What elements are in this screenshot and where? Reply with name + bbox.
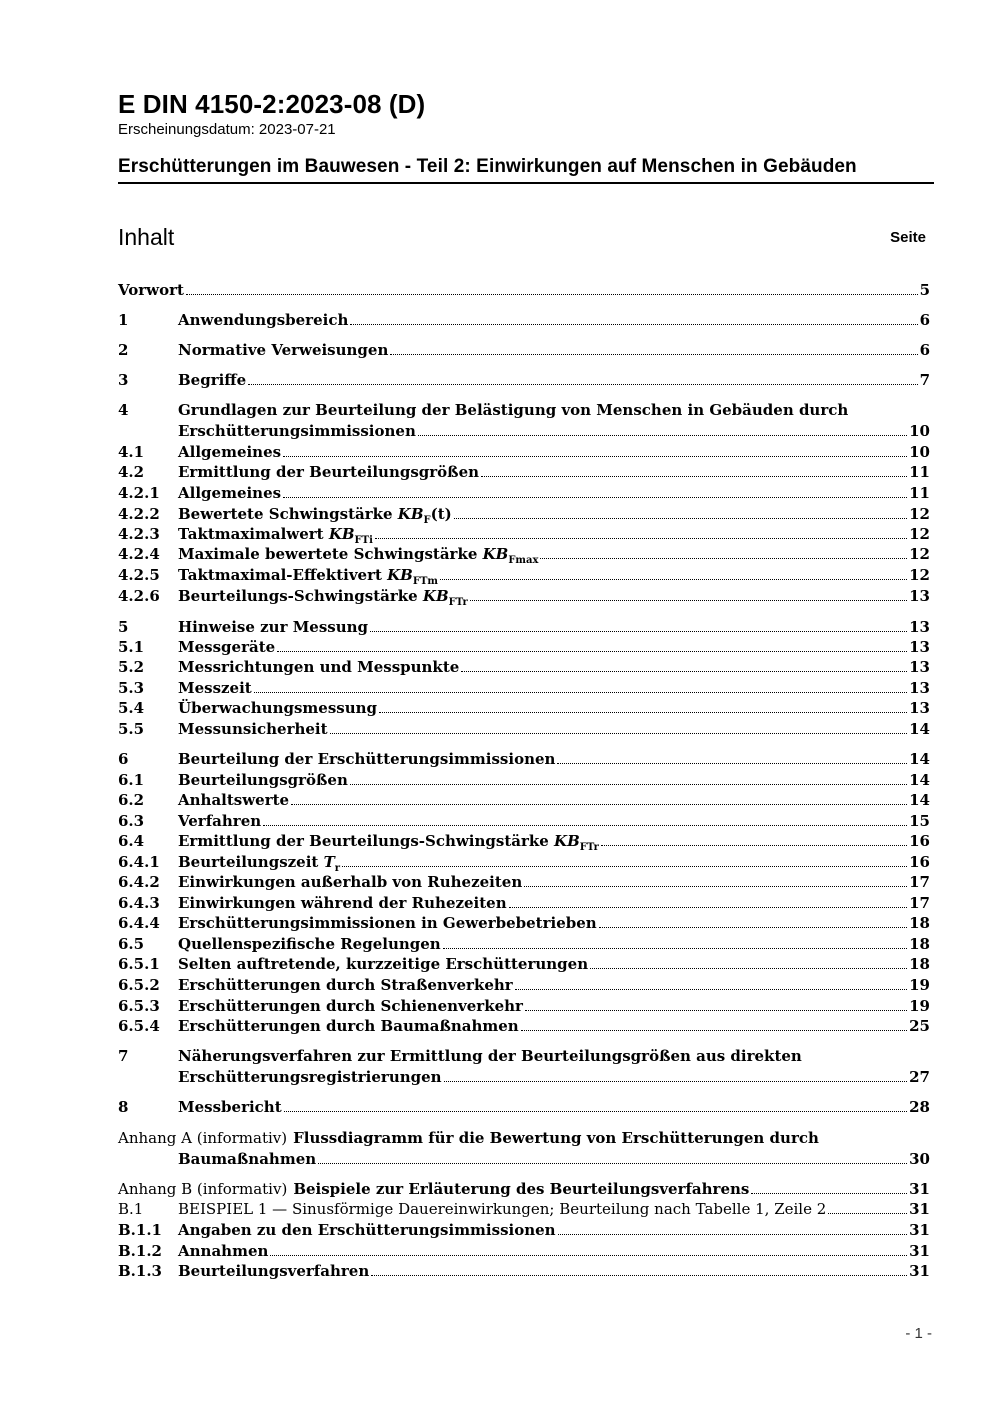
toc-entry-number: Vorwort (118, 281, 184, 299)
toc-entry-number: 4 (118, 401, 129, 419)
toc-entry-label (178, 310, 348, 331)
toc-entry-label (178, 698, 377, 719)
toc-entry-label (178, 893, 507, 914)
toc-entry-label (178, 811, 261, 832)
toc-leader-dots (599, 915, 907, 928)
toc-entry[interactable] (118, 400, 930, 421)
toc-entry-label-text: Taktmaximal-Effektivert (178, 566, 388, 584)
toc-leader-dots (370, 619, 907, 632)
toc-entry-page: 5 (919, 281, 930, 299)
toc-leader-dots (590, 956, 907, 969)
toc-entry-number: 5 (118, 618, 129, 636)
toc-entry-number: 4.2.2 (118, 505, 160, 523)
toc-entry-label (178, 1220, 556, 1241)
toc-entry-page: 17 (909, 894, 930, 912)
toc-entry-number: 6 (118, 750, 129, 768)
toc-entry-page: 13 (909, 658, 930, 676)
toc-entry-page: 12 (909, 525, 930, 543)
toc-entry-label-text: Überwachungsmessung (178, 699, 378, 717)
toc-entry[interactable] (118, 657, 930, 678)
toc-entry[interactable] (118, 544, 930, 565)
toc-entry-label-text: Näherungsverfahren zur Ermittlung der Beurteilungsgrößen aus direkten (178, 1047, 802, 1065)
toc-entry[interactable] (118, 1261, 930, 1282)
toc-entry-number: 6.5.2 (118, 976, 160, 994)
toc-entry-number: Anhang B (informativ) (118, 1180, 288, 1198)
toc-entry-number: 7 (118, 1047, 129, 1065)
toc-entry-label-text: Verfahren (178, 812, 262, 830)
toc-entry[interactable] (118, 913, 930, 934)
toc-entry-continuation[interactable] (178, 421, 930, 442)
toc-entry-page: 18 (909, 935, 930, 953)
toc-entry-label-text: Erschütterungen durch Straßenverkehr (178, 976, 513, 994)
toc-entry-page: 13 (909, 679, 930, 697)
toc-entry-label-text: Beurteilungsverfahren (178, 1262, 370, 1280)
toc-entry-page: 13 (909, 587, 930, 605)
toc-entry-label-text: Beurteilungs-Schwingstärke (178, 587, 423, 605)
toc-title: Inhalt (118, 224, 175, 250)
toc-entry-page: 12 (909, 505, 930, 523)
toc-entry[interactable] (118, 1179, 930, 1200)
toc-entry[interactable] (118, 811, 930, 832)
toc-heading (118, 222, 926, 252)
toc-leader-dots (557, 751, 907, 764)
toc-entry[interactable] (118, 617, 930, 638)
toc-entry[interactable] (118, 1097, 930, 1118)
toc-entry-page: 14 (909, 750, 930, 768)
toc-entry-label (293, 1179, 749, 1200)
toc-leader-dots (540, 546, 907, 559)
page-number: - 1 - (905, 1325, 932, 1342)
toc-entry-page: 16 (909, 832, 930, 850)
toc-entry[interactable] (118, 1128, 930, 1149)
toc-entry-label (178, 340, 388, 361)
toc-entry-number: 1 (118, 311, 129, 329)
toc-entry-label (178, 790, 289, 811)
toc-entry-page: 19 (909, 976, 930, 994)
toc-leader-dots (379, 700, 907, 713)
toc-entry-label-text: Erschütterungen durch Schienenverkehr (178, 997, 523, 1015)
toc-entry-label-text: Annahmen (178, 1242, 269, 1260)
toc-entry[interactable] (118, 442, 930, 463)
toc-entry-number: 6.2 (118, 791, 145, 809)
toc-entry-number: 6.4.2 (118, 873, 160, 891)
toc-entry-page: 14 (909, 720, 930, 738)
toc-entry[interactable] (118, 975, 930, 996)
toc-leader-dots (444, 1069, 908, 1082)
toc-entry-label-text: Beurteilungszeit (178, 853, 324, 871)
toc-leader-dots (277, 639, 907, 652)
toc-entry-label-text: Taktmaximalwert (178, 525, 329, 543)
toc-entry-page: 30 (909, 1150, 930, 1168)
toc-entry-page: 6 (919, 311, 930, 329)
toc-entry-label (178, 1261, 369, 1282)
toc-leader-dots (375, 526, 907, 539)
toc-leader-dots (254, 680, 907, 693)
toc-leader-dots (330, 721, 908, 734)
toc-entry-number: 6.5.4 (118, 1017, 160, 1035)
toc-entry-label (178, 1016, 519, 1037)
toc-entry-symbol-subscript: FTr (579, 842, 599, 853)
toc-entry[interactable] (118, 340, 930, 361)
toc-entry[interactable] (118, 749, 930, 770)
toc-entry-page: 13 (909, 638, 930, 656)
toc-entry-label (178, 1241, 268, 1262)
toc-entry-label-text: Normative Verweisungen (178, 341, 389, 359)
toc-entry-page: 31 (909, 1262, 930, 1280)
toc-entry-symbol: KB (328, 525, 355, 543)
toc-entry-label-text: Flussdiagramm für die Bewertung von Erschütterungen durch (293, 1129, 819, 1147)
toc-leader-dots (509, 895, 907, 908)
toc-entry-number: 6.4.1 (118, 853, 160, 871)
toc-entry-label (178, 637, 275, 658)
toc-entry-label (178, 678, 252, 699)
toc-entry-label (178, 1199, 826, 1220)
toc-entry-number: 4.2 (118, 463, 145, 481)
toc-entry[interactable] (118, 524, 930, 545)
toc-leader-dots (342, 854, 907, 867)
toc-entry-number: 6.3 (118, 812, 145, 830)
toc-entry-page: 12 (909, 566, 930, 584)
toc-entry-page: 31 (909, 1180, 930, 1198)
toc-entry-page: 14 (909, 791, 930, 809)
toc-entry[interactable] (118, 637, 930, 658)
toc-entry-number: 6.4 (118, 832, 145, 850)
toc-entry-label-text: BEISPIEL 1 — Sinusförmige Dauereinwirkungen; Beurteilung nach Tabelle 1, Zeile 2 (178, 1200, 827, 1218)
toc-leader-dots (481, 464, 907, 477)
toc-leader-dots (390, 342, 917, 355)
toc-leader-dots (283, 485, 907, 498)
toc-entry[interactable] (118, 1199, 930, 1220)
toc-entry-page: 31 (909, 1221, 930, 1239)
toc-entry-continuation[interactable] (178, 1067, 930, 1088)
toc-entry[interactable] (118, 852, 930, 873)
toc-entry-label (178, 913, 597, 934)
toc-leader-dots (263, 813, 907, 826)
toc-entry[interactable] (118, 678, 930, 699)
toc-entry[interactable] (118, 370, 930, 391)
toc-entry-number: B.1 (118, 1200, 144, 1218)
toc-entry[interactable] (118, 1046, 930, 1067)
toc-entry-symbol: KB (554, 832, 580, 850)
toc-entry-page: 28 (909, 1098, 930, 1116)
toc-entry-page: 31 (909, 1200, 930, 1218)
toc-entry-number: 5.2 (118, 658, 145, 676)
toc-entry-label (178, 749, 555, 770)
toc-entry-label (178, 1046, 802, 1067)
toc-entry-label (178, 954, 588, 975)
toc-leader-dots (558, 1222, 908, 1235)
toc-leader-dots (440, 567, 907, 580)
toc-entry-number: 4.2.1 (118, 484, 160, 502)
toc-entry-number: 4.1 (118, 443, 145, 461)
toc-entry-label (178, 462, 479, 483)
toc-entry[interactable] (118, 698, 930, 719)
toc-entry-page: 10 (909, 443, 930, 461)
toc-entry-number: 5.5 (118, 720, 145, 738)
toc-entry[interactable] (118, 280, 930, 301)
toc-leader-dots (350, 772, 907, 785)
toc-entry-number: 6.5.1 (118, 955, 160, 973)
toc-entry[interactable] (118, 1220, 930, 1241)
toc-entry-number: 3 (118, 371, 129, 389)
toc-entry[interactable] (118, 1241, 930, 1262)
toc-entry-symbol-subscript: r (334, 863, 341, 874)
toc-entry-label-text: Ermittlung der Beurteilungs-Schwingstärke (178, 832, 555, 850)
toc-entry-label (178, 370, 246, 391)
toc-entry-number: 4.2.6 (118, 587, 160, 605)
toc-entry-label-text: Einwirkungen während der Ruhezeiten (178, 894, 507, 912)
toc-entry-page: 6 (919, 341, 930, 359)
toc-entry-label (178, 617, 368, 638)
toc-entry-label-text: Angaben zu den Erschütterungsimmissionen (178, 1221, 556, 1239)
toc-entry[interactable] (118, 954, 930, 975)
toc-entry-number: B.1.3 (118, 1262, 162, 1280)
toc-entry-label-text: Anwendungsbereich (178, 311, 349, 329)
toc-entry-label (178, 872, 522, 893)
toc-entry-label (178, 934, 441, 955)
toc-entry-page: 14 (909, 771, 930, 789)
toc-leader-dots (751, 1181, 907, 1194)
toc-entry-label-text: Maximale bewertete Schwingstärke (178, 545, 483, 563)
toc-entry-label-text: Selten auftretende, kurzzeitige Erschütterungen (178, 955, 589, 973)
toc-leader-dots (186, 282, 918, 295)
toc-entry-label (178, 586, 468, 613)
toc-entry-label-text: Anhaltswerte (178, 791, 290, 809)
toc-entry-page: 31 (909, 1242, 930, 1260)
toc-entry-symbol-subscript: FTm (412, 576, 438, 587)
toc-leader-dots (283, 444, 907, 457)
toc-entry-symbol-subscript: FTr (448, 597, 468, 608)
toc-entry-label-text: Einwirkungen außerhalb von Ruhezeiten (178, 873, 523, 891)
toc-entry-symbol-subscript: Fmax (508, 555, 539, 566)
toc-entry-label-text: Beurteilung der Erschütterungsimmissionen (178, 750, 556, 768)
toc-entry[interactable] (118, 565, 930, 586)
toc-entry-label-text: Allgemeines (178, 484, 282, 502)
toc-entry-number: 6.5 (118, 935, 145, 953)
toc-entry-label (178, 483, 281, 504)
toc-entry[interactable] (118, 934, 930, 955)
toc-entry[interactable] (118, 310, 930, 331)
toc-entry-page: 27 (909, 1068, 930, 1086)
toc-entry-page: 19 (909, 997, 930, 1015)
toc-entry-number: 5.3 (118, 679, 145, 697)
toc-leader-dots (515, 977, 907, 990)
toc-entry-number: 2 (118, 341, 129, 359)
toc-entry-number: 4.2.4 (118, 545, 160, 563)
toc-entry-label-text: Beurteilungsgrößen (178, 771, 348, 789)
toc-entry-label (178, 975, 513, 996)
toc-entry-symbol-subscript: FTi (354, 535, 373, 546)
toc-entry-label (178, 442, 281, 463)
toc-leader-dots (284, 1099, 907, 1112)
toc-entry-label (178, 996, 523, 1017)
toc-entry-label-text: Ermittlung der Beurteilungsgrößen (178, 463, 480, 481)
toc-leader-dots (521, 1018, 907, 1031)
toc-entry[interactable] (118, 893, 930, 914)
toc-entry-label-text: Messgeräte (178, 638, 276, 656)
toc-entry-continuation-text: Erschütterungsimmissionen (178, 422, 416, 440)
toc-entry[interactable] (118, 872, 930, 893)
toc-entry-label-text: Beispiele zur Erläuterung des Beurteilungsverfahrens (293, 1180, 750, 1198)
toc-entry-continuation-text: Erschütterungsregistrierungen (178, 1068, 442, 1086)
toc-entry-page: 12 (909, 545, 930, 563)
toc-entry-number: 4.2.3 (118, 525, 160, 543)
toc-entry-label-text: Messbericht (178, 1098, 282, 1116)
toc-entry-label-text: Bewertete Schwingstärke (178, 505, 398, 523)
toc-entry-symbol-subscript: F (423, 515, 431, 526)
toc-entry-number: 6.4.3 (118, 894, 160, 912)
toc-leader-dots (318, 1151, 907, 1164)
toc-entry-label (178, 770, 348, 791)
toc-entry-number: 4.2.5 (118, 566, 160, 584)
toc-entry[interactable] (118, 1016, 930, 1037)
toc-entry[interactable] (118, 462, 930, 483)
toc-leader-dots (525, 998, 907, 1011)
toc-entry-page: 11 (909, 484, 930, 502)
toc-entry-label-text: Messunsicherheit (178, 720, 328, 738)
toc-entry-number: 8 (118, 1098, 129, 1116)
publication-date: Erscheinungsdatum: 2023-07-21 (118, 121, 336, 138)
toc-leader-dots (601, 833, 907, 846)
toc-entry-continuation-text: Baumaßnahmen (178, 1150, 317, 1168)
toc-leader-dots (461, 659, 907, 672)
toc-entry[interactable] (118, 504, 930, 525)
toc-leader-dots (443, 936, 907, 949)
toc-entry-label (178, 657, 459, 678)
toc-entry-symbol: T (323, 853, 335, 871)
toc-entry-symbol-suffix: (t) (430, 505, 452, 523)
toc-entry-label-text: Allgemeines (178, 443, 282, 461)
toc-entry-number: 6.4.4 (118, 914, 160, 932)
toc-leader-dots (291, 792, 907, 805)
toc-entry-page: 13 (909, 699, 930, 717)
toc-entry-label-text: Messzeit (178, 679, 252, 697)
toc-entry-page: 18 (909, 914, 930, 932)
toc-leader-dots (350, 312, 917, 325)
toc-entry-label-text: Erschütterungen durch Baumaßnahmen (178, 1017, 519, 1035)
toc-entry-number: B.1.2 (118, 1242, 162, 1260)
toc-entry-number: B.1.1 (118, 1221, 162, 1239)
toc-entry-label (293, 1128, 819, 1149)
toc-entry-label (178, 400, 848, 421)
toc-entry-label-text: Messrichtungen und Messpunkte (178, 658, 460, 676)
toc-entry[interactable] (118, 831, 930, 852)
toc-entry-label-text: Grundlagen zur Beurteilung der Belästigung von Menschen in Gebäuden durch (178, 401, 849, 419)
toc-entry-number: Anhang A (informativ) (118, 1129, 288, 1147)
toc-entry-label-text: Begriffe (178, 371, 247, 389)
toc-entry-number: 6.1 (118, 771, 145, 789)
toc-leader-dots (371, 1263, 907, 1276)
toc-entry-page: 17 (909, 873, 930, 891)
toc-leader-dots (470, 588, 907, 601)
toc-entry-symbol: KB (397, 505, 424, 523)
toc-entry[interactable] (118, 586, 930, 607)
toc-entry-page: 18 (909, 955, 930, 973)
document-id: E DIN 4150-2:2023-08 (D) (118, 89, 426, 119)
toc-entry-label-text: Quellenspezifische Regelungen (178, 935, 441, 953)
toc-entry-page: 15 (909, 812, 930, 830)
toc-leader-dots (828, 1201, 907, 1214)
toc-entry-label (178, 719, 328, 740)
toc-entry-page: 16 (909, 853, 930, 871)
toc-entry-symbol: KB (387, 566, 413, 584)
toc-entry[interactable] (118, 996, 930, 1017)
toc-entry-number: 5.1 (118, 638, 145, 656)
toc-entry-label-text: Hinweise zur Messung (178, 618, 369, 636)
toc-entry[interactable] (118, 483, 930, 504)
toc-entry[interactable] (118, 790, 930, 811)
toc-entry[interactable] (118, 719, 930, 740)
toc-entry-page: 25 (909, 1017, 930, 1035)
document-header (118, 88, 934, 184)
toc-entry-continuation[interactable] (178, 1149, 930, 1170)
toc-entry-page: 11 (909, 463, 930, 481)
toc-leader-dots (418, 423, 907, 436)
toc-entry-number: 6.5.3 (118, 997, 160, 1015)
toc-entry-page: 13 (909, 618, 930, 636)
toc-entry-label-text: Erschütterungsimmissionen in Gewerbebetrieben (178, 914, 597, 932)
toc-leader-dots (248, 372, 917, 385)
toc-entry-label (178, 1097, 282, 1118)
toc-entry[interactable] (118, 770, 930, 791)
toc-entry-symbol: KB (482, 545, 509, 563)
toc-leader-dots (454, 506, 907, 519)
toc-page-label: Seite (890, 229, 926, 246)
toc-entry-page: 7 (919, 371, 930, 389)
toc-leader-dots (270, 1243, 907, 1256)
toc-leader-dots (524, 874, 907, 887)
toc-entry-symbol: KB (422, 587, 449, 605)
document-title: Erschütterungen im Bauwesen - Teil 2: Einwirkungen auf Menschen in Gebäuden (118, 156, 934, 184)
toc-entry-page: 10 (909, 422, 930, 440)
toc-entry-number: 5.4 (118, 699, 145, 717)
